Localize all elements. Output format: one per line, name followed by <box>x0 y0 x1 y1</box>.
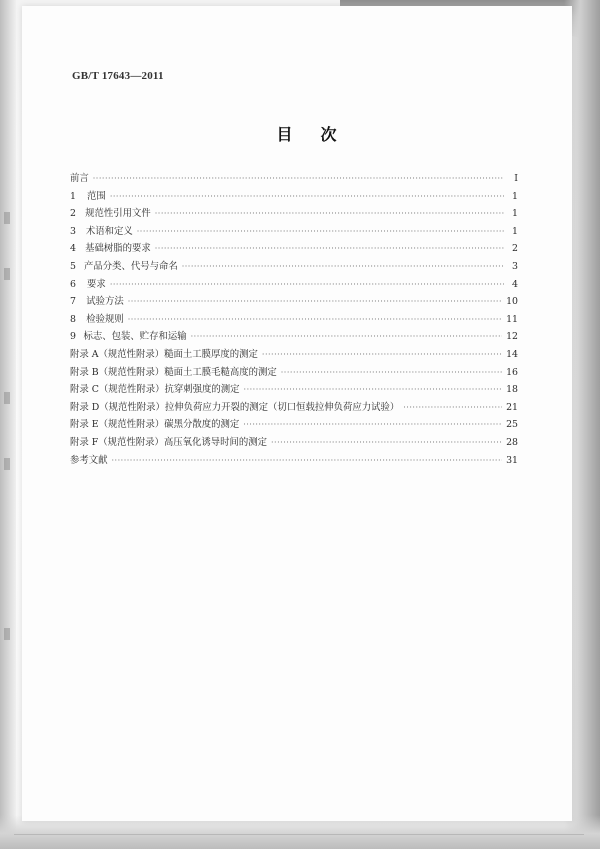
toc-entry[interactable] <box>70 311 518 329</box>
toc-entry-annex: 附录 B（规范性附录） <box>70 366 165 378</box>
toc-dot-leader <box>93 174 504 183</box>
toc-entry-number: 8 <box>70 313 76 325</box>
toc-entry-annex: 附录 A（规范性附录） <box>70 348 165 360</box>
toc-entry[interactable] <box>70 293 518 311</box>
toc-dot-leader <box>191 332 502 341</box>
toc-entry[interactable] <box>70 434 518 452</box>
toc-entry-page: 4 <box>512 278 518 290</box>
toc-entry[interactable] <box>70 240 518 258</box>
toc-entry-label: 产品分类、代号与命名 <box>83 260 178 272</box>
toc-entry-page: 1 <box>512 225 518 237</box>
toc-entry-label: 高压氧化诱导时间的测定 <box>163 436 268 448</box>
toc-entry-label: 拉伸负荷应力开裂的测定（切口恒载拉伸负荷应力试验） <box>164 401 400 413</box>
toc-entry-page: Ⅰ <box>514 173 518 184</box>
table-of-contents <box>70 170 518 469</box>
toc-dot-leader <box>128 315 502 324</box>
toc-entry-number: 2 <box>70 208 76 220</box>
standard-code: GB/T 17643—2011 <box>72 70 164 82</box>
toc-dot-leader <box>110 192 504 201</box>
toc-entry[interactable] <box>70 346 518 364</box>
toc-entry-page: 3 <box>512 260 518 272</box>
toc-entry-page: 16 <box>506 366 518 378</box>
toc-entry-label: 参考文献 <box>70 454 108 466</box>
toc-entry[interactable] <box>70 276 518 294</box>
toc-dot-leader <box>182 262 504 271</box>
toc-entry-label: 范围 <box>87 190 106 202</box>
toc-entry-label: 检验规则 <box>86 313 124 325</box>
toc-entry[interactable] <box>70 452 518 470</box>
toc-dot-leader <box>155 209 504 218</box>
toc-entry-number: 7 <box>70 296 76 308</box>
toc-entry-label: 标志、包装、贮存和运输 <box>83 331 187 343</box>
toc-entry-number: 6 <box>70 278 76 290</box>
toc-entry-number: 5 <box>70 260 76 272</box>
toc-dot-leader <box>403 403 502 412</box>
toc-entry-page: 18 <box>506 384 518 396</box>
toc-entry[interactable] <box>70 364 518 382</box>
toc-entry-annex: 附录 C（规范性附录） <box>70 384 165 396</box>
toc-entry-page: 14 <box>506 348 518 360</box>
toc-entry[interactable] <box>70 205 518 223</box>
toc-entry[interactable] <box>70 258 518 276</box>
toc-entry-label: 糙面土工膜厚度的测定 <box>164 348 258 360</box>
toc-entry-page: 31 <box>506 454 518 466</box>
toc-entry[interactable] <box>70 416 518 434</box>
toc-entry-page: 28 <box>506 436 518 448</box>
toc-dot-leader <box>128 297 502 306</box>
toc-entry-page: 10 <box>506 296 518 308</box>
toc-entry-label: 术语和定义 <box>85 225 133 237</box>
toc-entry-page: 25 <box>506 419 518 431</box>
toc-entry-label: 前言 <box>70 173 89 184</box>
toc-entry[interactable] <box>70 328 518 346</box>
toc-entry[interactable] <box>70 188 518 206</box>
toc-entry-page: 1 <box>512 190 518 202</box>
toc-title: 目次 <box>276 125 365 144</box>
toc-dot-leader <box>155 244 504 253</box>
toc-entry-number: 4 <box>70 243 76 255</box>
toc-entry-annex: 附录 E（规范性附录） <box>70 419 165 431</box>
toc-entry-annex: 附录 F（规范性附录） <box>70 436 164 448</box>
toc-entry-page: 12 <box>506 331 518 343</box>
page-bottom-line <box>14 834 584 835</box>
toc-entry-page: 1 <box>512 208 518 220</box>
toc-entry-label: 糙面土工膜毛糙高度的测定 <box>164 366 277 378</box>
toc-entry[interactable] <box>70 170 518 188</box>
toc-dot-leader <box>281 368 502 377</box>
toc-entry-label: 要求 <box>87 278 106 290</box>
toc-entry-number: 1 <box>70 190 76 202</box>
toc-entry-label: 试验方法 <box>86 296 124 308</box>
toc-entry-page: 21 <box>506 401 518 413</box>
toc-dot-leader <box>110 280 504 289</box>
toc-dot-leader <box>112 456 503 465</box>
toc-dot-leader <box>244 385 503 394</box>
toc-entry-annex: 附录 D（规范性附录） <box>70 401 165 413</box>
toc-entry-label: 抗穿刺强度的测定 <box>164 384 240 396</box>
toc-entry-page: 2 <box>512 243 518 255</box>
toc-dot-leader <box>262 350 502 359</box>
toc-dot-leader <box>243 420 502 429</box>
toc-entry-label: 基础树脂的要求 <box>85 243 151 255</box>
toc-entry-number: 9 <box>70 331 76 343</box>
toc-entry[interactable] <box>70 223 518 241</box>
toc-entry[interactable] <box>70 399 518 417</box>
toc-entry-label: 规范性引用文件 <box>85 208 151 220</box>
toc-entry[interactable] <box>70 381 518 399</box>
toc-entry-page: 11 <box>506 313 518 325</box>
toc-dot-leader <box>137 227 504 236</box>
toc-dot-leader <box>271 438 502 447</box>
toc-entry-label: 碳黑分散度的测定 <box>164 419 240 431</box>
toc-entry-number: 3 <box>70 225 76 237</box>
